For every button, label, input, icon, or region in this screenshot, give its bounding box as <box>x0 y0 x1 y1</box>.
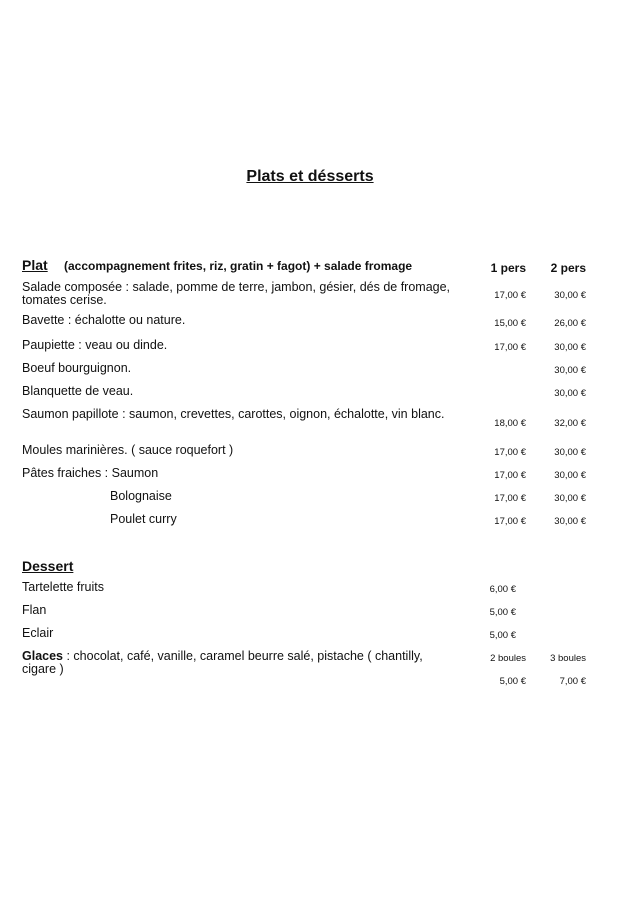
dessert-item-flan: Flan <box>22 603 47 617</box>
plat-item-salade: Salade composée : salade, pomme de terre, jambon, gésier, dés de fromage, tomates cerise. <box>22 280 451 307</box>
glaces-col-3-boules: 3 boules <box>550 653 586 664</box>
price-1-bavette: 15,00 € <box>494 318 526 329</box>
price-2-salade: 30,00 € <box>554 290 586 301</box>
price-2-moules: 30,00 € <box>554 447 586 458</box>
glaces-label: Glaces <box>22 649 64 663</box>
plat-item-pates: Pâtes fraiches : Saumon <box>22 466 159 480</box>
glaces-desc: : chocolat, café, vanille, caramel beurre salé, pistache ( chantilly, cigare ) <box>22 649 423 676</box>
price-tartelette: 6,00 € <box>489 584 516 595</box>
price-1-bolognaise: 17,00 € <box>494 493 526 504</box>
plat-item-blanquette: Blanquette de veau. <box>22 384 134 398</box>
price-2-paupiette: 30,00 € <box>554 342 586 353</box>
price-2-saumon: 32,00 € <box>554 418 586 429</box>
dessert-item-tartelette: Tartelette fruits <box>22 580 104 594</box>
price-2-bavette: 26,00 € <box>554 318 586 329</box>
section-dessert-label: Dessert <box>22 558 74 574</box>
glaces-col-2-boules: 2 boules <box>490 653 526 664</box>
price-flan: 5,00 € <box>489 607 516 618</box>
price-2-boeuf: 30,00 € <box>554 365 586 376</box>
price-2-poulet: 30,00 € <box>554 516 586 527</box>
page-title: Plats et désserts <box>246 168 374 185</box>
plat-item-bolognaise: Bolognaise <box>110 489 172 503</box>
price-2-pates: 30,00 € <box>554 470 586 481</box>
dessert-item-glaces <box>22 650 452 676</box>
plat-item-boeuf: Boeuf bourguignon. <box>22 361 132 375</box>
price-glaces-2: 5,00 € <box>499 676 526 687</box>
plat-item-bavette: Bavette : échalotte ou nature. <box>22 313 186 327</box>
dessert-item-eclair: Eclair <box>22 626 54 640</box>
price-2-bolognaise: 30,00 € <box>554 493 586 504</box>
col-1-pers: 1 pers <box>490 261 526 275</box>
col-2-pers: 2 pers <box>550 261 586 275</box>
price-1-pates: 17,00 € <box>494 470 526 481</box>
price-1-paupiette: 17,00 € <box>494 342 526 353</box>
price-1-moules: 17,00 € <box>494 447 526 458</box>
plat-subtitle: (accompagnement frites, riz, gratin + fagot) + salade fromage <box>64 259 413 273</box>
price-1-salade: 17,00 € <box>494 290 526 301</box>
plat-item-poulet: Poulet curry <box>110 512 177 526</box>
plat-item-saumon: Saumon papillote : saumon, crevettes, carottes, oignon, échalotte, vin blanc. <box>22 407 445 421</box>
section-plat-label: Plat <box>22 257 48 273</box>
plat-item-moules: Moules marinières. ( sauce roquefort ) <box>22 443 234 457</box>
price-1-poulet: 17,00 € <box>494 516 526 527</box>
price-glaces-3: 7,00 € <box>559 676 586 687</box>
price-1-saumon: 18,00 € <box>494 418 526 429</box>
plat-item-paupiette: Paupiette : veau ou dinde. <box>22 338 168 352</box>
price-eclair: 5,00 € <box>489 630 516 641</box>
price-2-blanquette: 30,00 € <box>554 388 586 399</box>
